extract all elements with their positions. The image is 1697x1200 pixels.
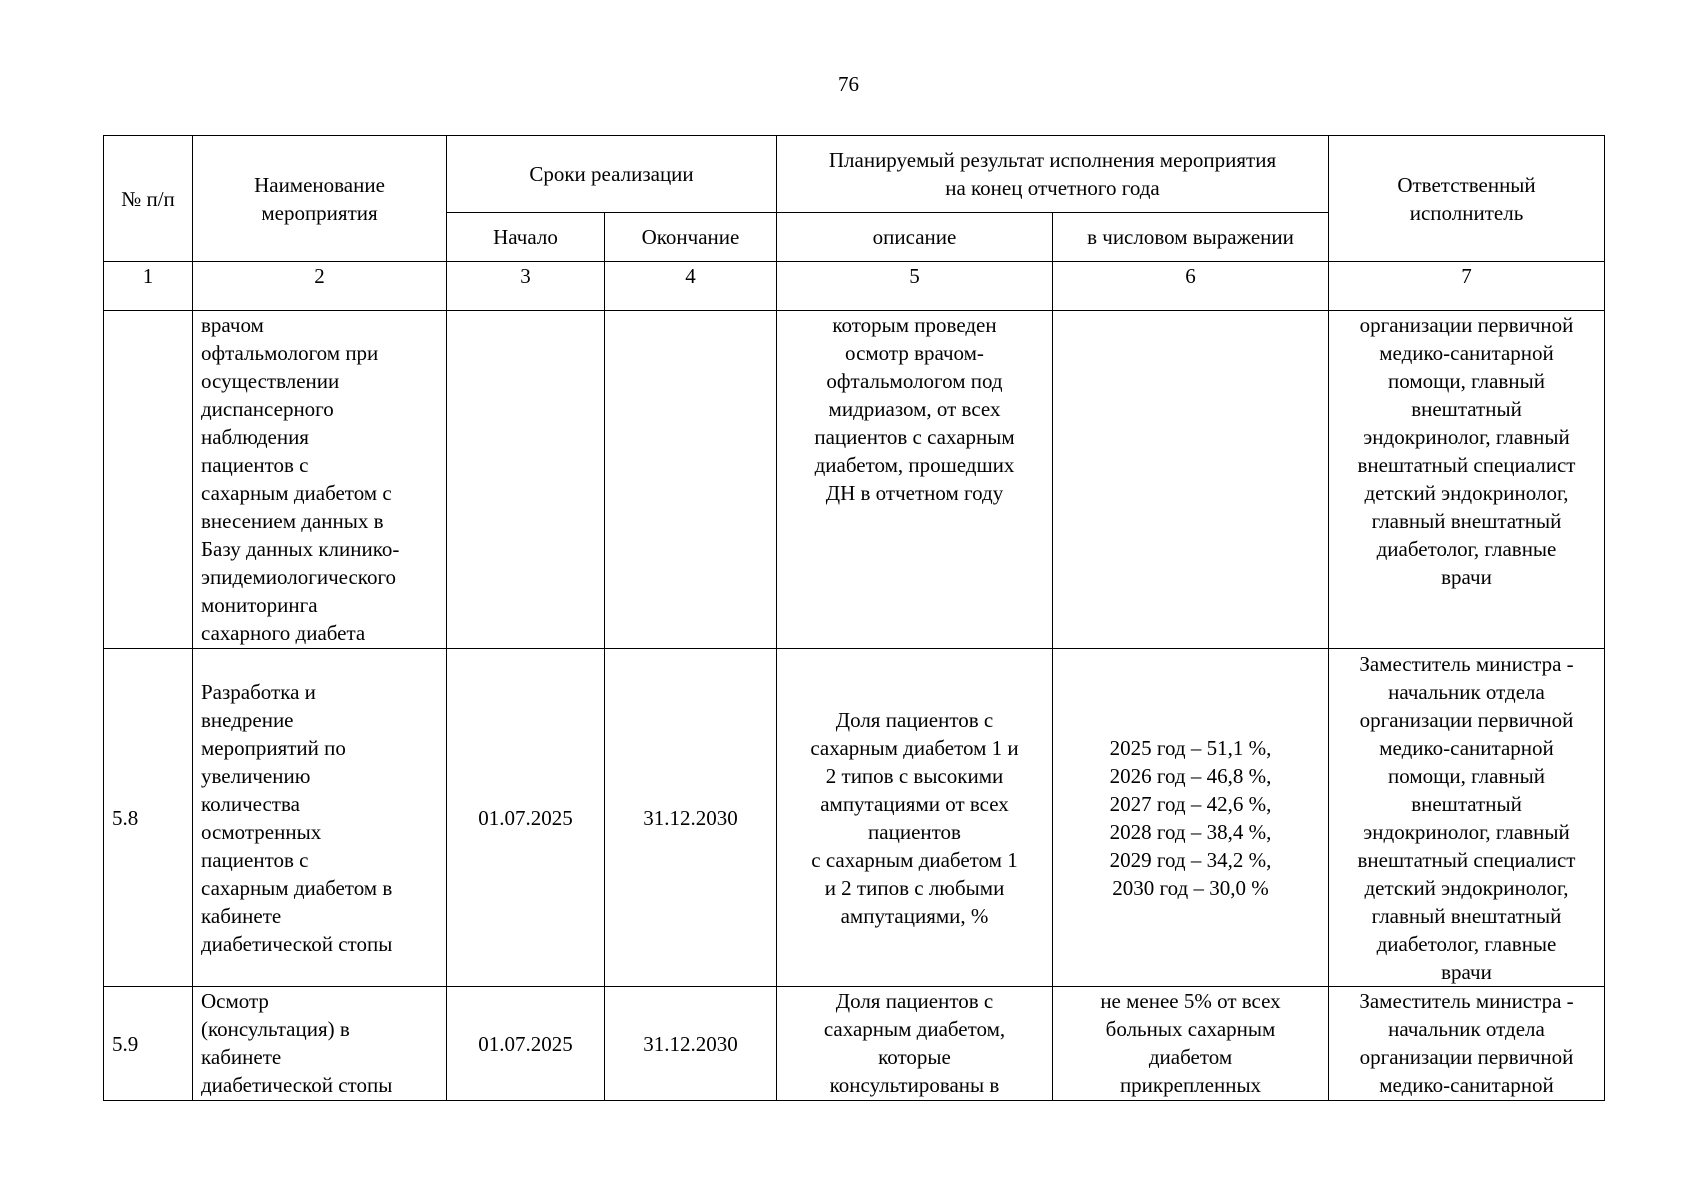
row-responsible: организации первичной медико-санитарной помощи, главный внештатный эндокринолог, главный внештатный специалист детский эндокринолог, главный внештатный диабетолог, главные врачи [1329, 311, 1605, 649]
header-result: Планируемый результат исполнения мероприятия на конец отчетного года [777, 136, 1329, 213]
table-row [104, 987, 1605, 1101]
row-description: Доля пациентов с сахарным диабетом, которые консультированы в [777, 987, 1053, 1101]
row-end: 31.12.2030 [605, 649, 777, 987]
header-terms: Сроки реализации [447, 136, 777, 213]
row-responsible: Заместитель министра - начальник отдела организации первичной медико-санитарной помощи, главный внештатный эндокринолог, главный внештатный специалист детский эндокринолог, главный внештатный диабетолог, главные врачи [1329, 649, 1605, 987]
table-row [104, 311, 1605, 649]
header-name: Наименование мероприятия [193, 136, 447, 262]
row-start: 01.07.2025 [447, 987, 605, 1101]
row-num: 5.8 [104, 649, 193, 987]
column-number: 1 [104, 262, 193, 311]
column-number: 5 [777, 262, 1053, 311]
row-name: Разработка и внедрение мероприятий по увеличению количества осмотренных пациентов с сахарным диабетом в кабинете диабетической стопы [193, 649, 447, 987]
column-number: 6 [1053, 262, 1329, 311]
column-number: 2 [193, 262, 447, 311]
header-numeric: в числовом выражении [1053, 213, 1329, 262]
row-end: 31.12.2030 [605, 987, 777, 1101]
row-numeric: не менее 5% от всех больных сахарным диабетом прикрепленных [1053, 987, 1329, 1101]
header-num: № п/п [104, 136, 193, 262]
row-description: Доля пациентов с сахарным диабетом 1 и 2 типов с высокими ампутациями от всех пациентов с сахарным диабетом 1 и 2 типов с любыми ампутациями, % [777, 649, 1053, 987]
table-row [104, 649, 1605, 987]
row-description: которым проведен осмотр врачом- офтальмологом под мидриазом, от всех пациентов с сахарным диабетом, прошедших ДН в отчетном году [777, 311, 1053, 649]
column-number: 7 [1329, 262, 1605, 311]
header-responsible: Ответственный исполнитель [1329, 136, 1605, 262]
header-row-1 [104, 136, 1605, 213]
row-numeric [1053, 311, 1329, 649]
header-start: Начало [447, 213, 605, 262]
row-end [605, 311, 777, 649]
row-name: врачом офтальмологом при осуществлении диспансерного наблюдения пациентов с сахарным диабетом с внесением данных в Базу данных клинико- эпидемиологического мониторинга сахарного диабета [193, 311, 447, 649]
row-name: Осмотр (консультация) в кабинете диабетической стопы [193, 987, 447, 1101]
row-numeric: 2025 год – 51,1 %, 2026 год – 46,8 %, 2027 год – 42,6 %, 2028 год – 38,4 %, 2029 год – 34,2 %, 2030 год – 30,0 % [1053, 649, 1329, 987]
column-number: 4 [605, 262, 777, 311]
header-end: Окончание [605, 213, 777, 262]
header-description: описание [777, 213, 1053, 262]
row-start: 01.07.2025 [447, 649, 605, 987]
column-numbers-row [104, 262, 1605, 311]
row-responsible: Заместитель министра - начальник отдела организации первичной медико-санитарной [1329, 987, 1605, 1101]
row-num: 5.9 [104, 987, 193, 1101]
column-number: 3 [447, 262, 605, 311]
page-number: 76 [838, 72, 859, 96]
activities-table [103, 135, 1605, 1101]
row-start [447, 311, 605, 649]
row-num [104, 311, 193, 649]
